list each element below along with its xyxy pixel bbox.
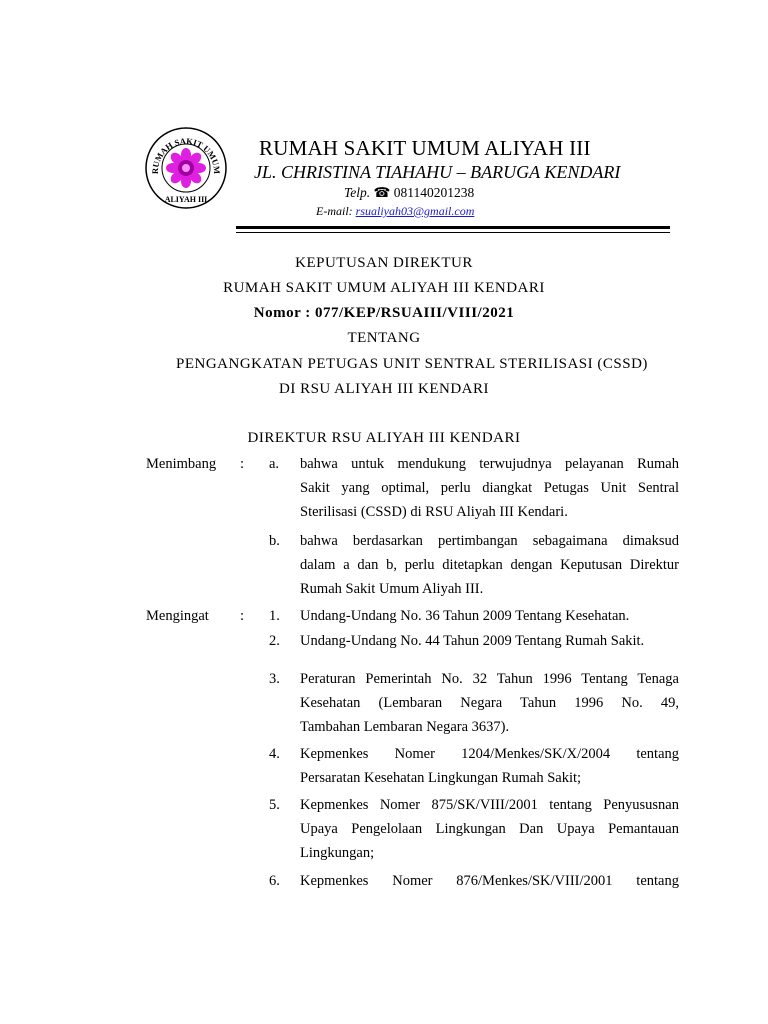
text-line: bahwa berdasarkan pertimbangan sebagaimana dimaksud [300,533,679,549]
text-line: Kepmenkes Nomer 876/Menkes/SK/VIII/2001 tentang [300,873,679,889]
mengingat-item-text [300,604,679,628]
mengingat-item-num: 4. [269,746,280,762]
text-line: dalam a dan b, perlu ditetapkan dengan Keputusan Direktur [300,557,679,573]
text-line: Undang-Undang No. 36 Tahun 2009 Tentang Kesehatan. [300,608,630,624]
decree-title: KEPUTUSAN DIREKTUR [295,255,473,271]
text-line: Peraturan Pemerintah No. 32 Tahun 1996 Tentang Tenaga [300,671,679,687]
decree-institution: RUMAH SAKIT UMUM ALIYAH III KENDARI [223,280,545,296]
hospital-logo [144,126,228,210]
mengingat-item-num: 5. [269,797,280,813]
text-line: Kepmenkes Nomer 875/SK/VIII/2001 tentang Penyususnan [300,797,679,813]
text-line: Kesehatan (Lembaran Negara Tahun 1996 No. 49, [300,695,679,711]
hospital-phone-line [344,185,474,201]
hospital-address: JL. CHRISTINA TIAHAHU – BARUGA KENDARI [254,162,621,182]
mengingat-item-text [300,629,679,653]
mengingat-item-text [300,869,679,893]
hospital-name: RUMAH SAKIT UMUM ALIYAH III [259,136,591,160]
decree-location: DI RSU ALIYAH III KENDARI [279,381,489,397]
mengingat-item-num: 3. [269,671,280,687]
mengingat-label: Mengingat [146,608,209,624]
text-line: Kepmenkes Nomer 1204/Menkes/SK/X/2004 tentang [300,746,679,762]
mengingat-item-num: 6. [269,873,280,889]
mengingat-item-text [300,742,679,790]
text-line: Rumah Sakit Umum Aliyah III. [300,581,484,597]
mengingat-item-num: 1. [269,608,280,624]
text-line: Sterilisasi (CSSD) di RSU Aliyah III Kendari. [300,504,568,520]
text-line: Persaratan Kesehatan Lingkungan Rumah Sakit; [300,770,582,786]
svg-text:RUMAH SAKIT UMUM: RUMAH SAKIT UMUM [149,135,223,175]
header-rule-thick [236,226,670,229]
phone-number: 081140201238 [393,185,475,200]
menimbang-item-text [300,529,679,601]
text-line: bahwa untuk mendukung terwujudnya pelayanan Rumah [300,456,679,472]
decree-number: Nomor : 077/KEP/RSUAIII/VIII/2021 [253,305,515,321]
menimbang-item-num: b. [269,533,280,549]
text-line: Sakit yang optimal, perlu diangkat Petugas Unit Sentral [300,480,679,496]
decree-about-label: TENTANG [347,330,421,346]
text-line: Upaya Pengelolaan Lingkungan Dan Upaya Pemantauan [300,821,679,837]
text-line: Undang-Undang No. 44 Tahun 2009 Tentang Rumah Sakit. [300,633,645,649]
menimbang-colon: : [240,456,245,472]
menimbang-label: Menimbang [146,456,217,472]
email-label: E-mail: [316,204,353,218]
text-line: Lingkungan; [300,845,375,861]
svg-text:ALIYAH III: ALIYAH III [164,195,208,204]
director-heading: DIREKTUR RSU ALIYAH III KENDARI [247,430,521,446]
mengingat-item-num: 2. [269,633,280,649]
decree-subject: PENGANGKATAN PETUGAS UNIT SENTRAL STERILISASI (CSSD) [176,356,648,372]
menimbang-item-num: a. [269,456,280,472]
header-rule-thin [236,232,670,233]
text-line: Tambahan Lembaran Negara 3637). [300,719,510,735]
email-link[interactable]: rsualiyah03@gmail.com [355,204,475,218]
hospital-email-line [316,204,474,219]
mengingat-colon: : [240,608,245,624]
telephone-icon: ☎ [373,185,391,200]
mengingat-item-text [300,793,679,865]
mengingat-item-text [300,667,679,739]
menimbang-item-text [300,452,679,524]
phone-label: Telp. [344,185,371,200]
